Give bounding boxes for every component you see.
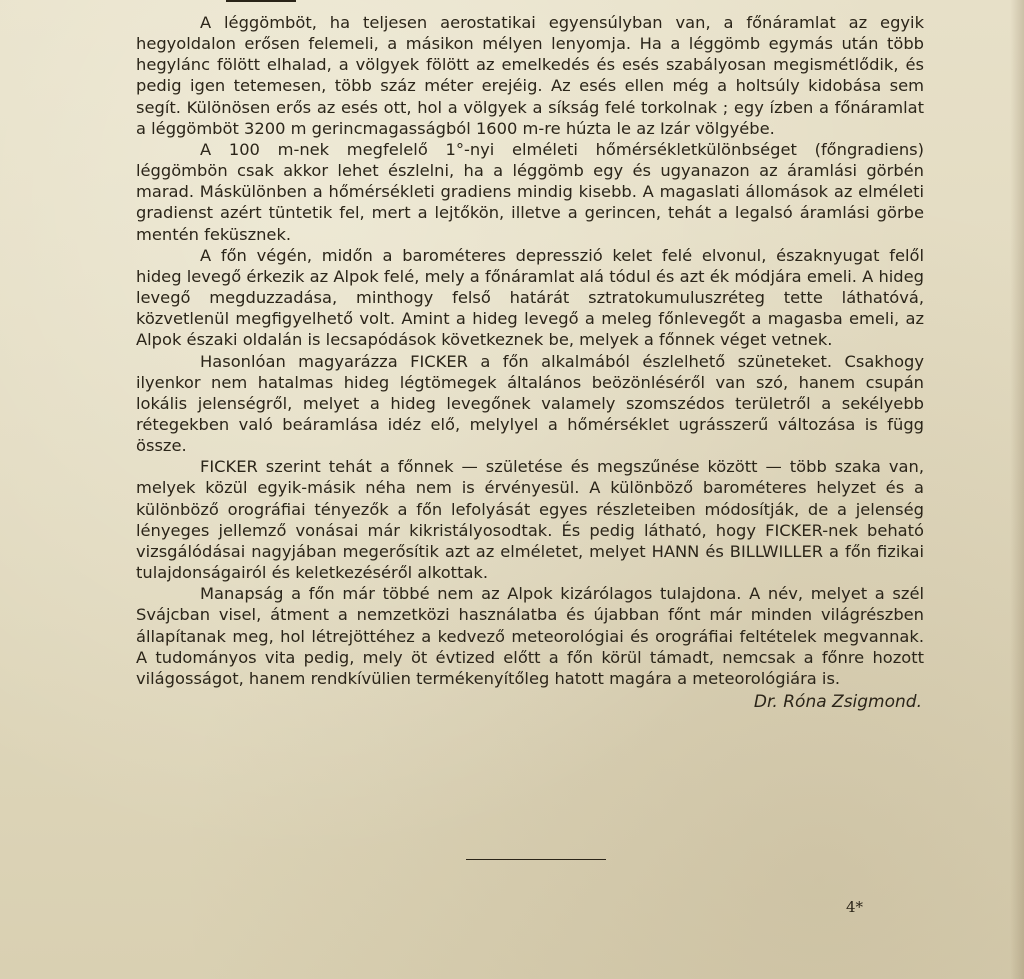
author-signature: Dr. Róna Zsigmond. [753, 692, 922, 712]
paragraph: Manapság a főn már többé nem az Alpok kizárólagos tulajdona. A név, melyet a szél Svájcban visel, átment a nemzetközi használatba és újabban főnt már minden világrészben állapítanak meg, hol létrejöttéhez a kedvező meteorológiai és orográfiai feltételek megvannak. A tudományos vita pedig, mely öt évtized előtt a főn körül támadt, nemcsak a főnre hozott világosságot, hanem rendkívülien termékenyítőleg hatott magára a meteorológiára is. [136, 584, 924, 688]
article-body [136, 12, 924, 713]
page-edge-shadow [1010, 0, 1024, 979]
paragraph: A 100 m-nek megfelelő 1°-nyi elméleti hőmérsékletkülönbséget (főngradiens) léggömbön csak akkor lehet észlelni, ha a léggömb egy és ugyanazon az áramlási görbén marad. Máskülönben a hőmérsékleti gradiens mindig kisebb. A magaslati állomások az elméleti gradienst azért tüntetik fel, mert a lejtőkön, illetve a gerincen, tehát a legalsó áramlási görbe mentén feküsznek. [136, 139, 924, 244]
page-number: 4* [846, 898, 864, 916]
paragraph: A főn végén, midőn a barométeres depresszió kelet felé elvonul, északnyugat felől hideg levegő érkezik az Alpok felé, mely a főnáramlat alá tódul és azt ék módjára emeli. A hideg levegő megduzzadása, minthogy felső határát sztratokumuluszréteg tette láthatóvá, közvetlenül megfigyelhető volt. Amint a hideg levegő a meleg főnlevegőt a magasba emeli, az Alpok északi oldalán is lecsapódások következnek be, melyek a főnnek véget vetnek. [136, 245, 924, 350]
paragraph: A léggömböt, ha teljesen aerostatikai egyensúlyban van, a főnáramlat az egyik hegyoldalon erősen felemeli, a másikon mélyen lenyomja. Ha a léggömb egymás után több hegylánc fölött elhalad, a völgyek fölött az emelkedés és esés szabályosan megismétlődik, és pedig igen tetemesen, több száz méter erejéig. Az esés ellen még a holtsúly kidobása sem segít. Különösen erős az esés ott, hol a völgyek a síkság felé torkolnak ; egy ízben a főnáramlat a léggömböt 3200 m gerincmagasságból 1600 m-re húzta le az Izár völgyébe. [136, 13, 924, 138]
top-rule [226, 0, 296, 2]
bottom-rule [466, 859, 606, 860]
paragraph: Hasonlóan magyarázza FICKER a főn alkalmából észlelhető szüneteket. Csakhogy ilyenkor nem hatalmas hideg légtömegek általános beözönléséről van szó, hanem csupán lokális jelenségről, melyet a hideg levegőnek valamely szomszédos területről a sekélyebb rétegekben való beáramlása idéz elő, melylyel a hőmérséklet ugrásszerű változása is függ össze. [136, 351, 924, 456]
paragraph: FICKER szerint tehát a főnnek — születése és megszűnése között — több szaka van, melyek közül egyik-másik néha nem is érvényesül. A különböző barométeres helyzet és a különböző orográfiai tényezők a főn lefolyását egyes részleteiben módosítják, de a jelenség lényeges jellemző vonásai már kikristályosodtak. És pedig látható, hogy FICKER-nek beható vizsgálódásai nagyjában megerősítik azt az elméletet, melyet HANN és BILLWILLER a főn fizikai tulajdonságairól és keletkezéséről alkottak. [136, 457, 924, 583]
